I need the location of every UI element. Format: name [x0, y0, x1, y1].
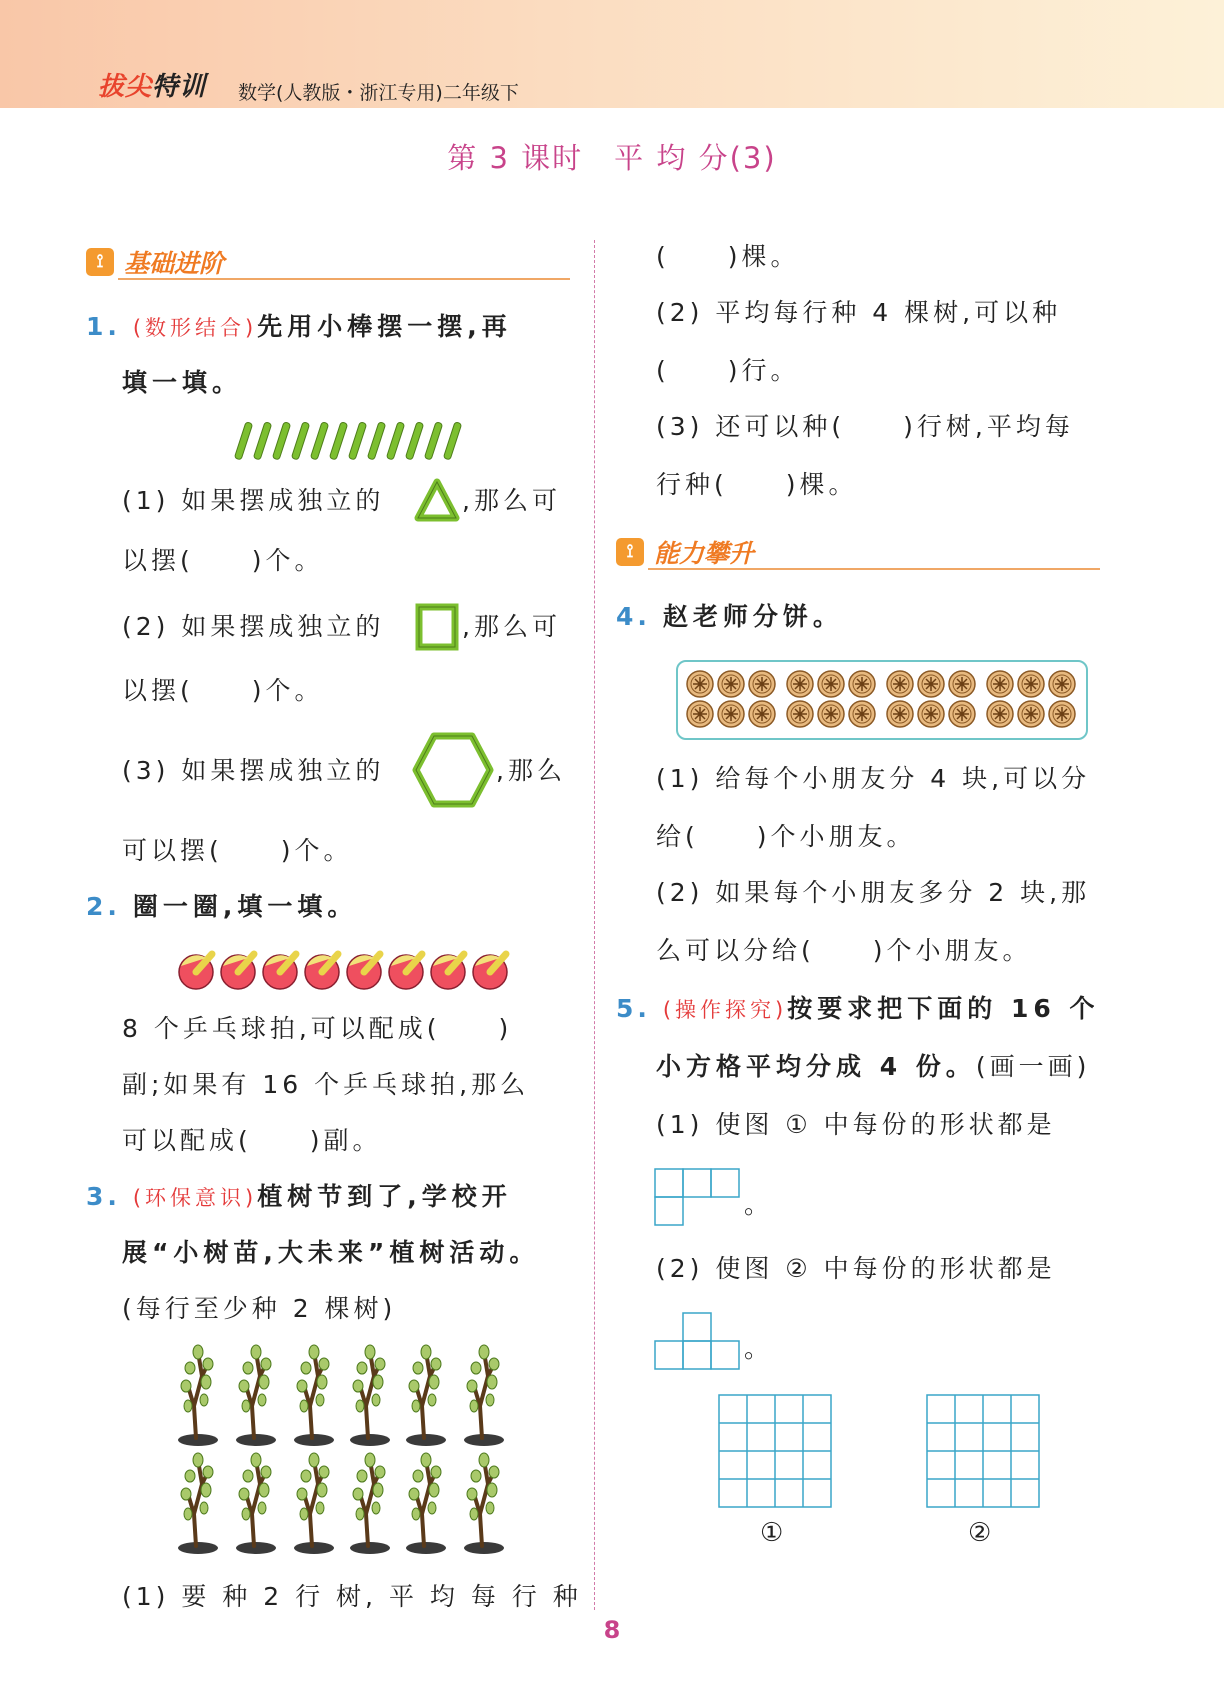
q5-heading-cont: 小方格平均分成 4 份。(画一画) [656, 1052, 1091, 1081]
q3-part1-b: ( )棵。 [656, 242, 800, 271]
q2-line2: 副;如果有 16 个乒乓球拍,那么 [122, 1070, 530, 1099]
grid-1-label: ① [760, 1518, 784, 1548]
paddles-figure [176, 946, 516, 992]
triangle-sticks-icon [414, 478, 460, 522]
q1-part2-b: ,那么可 [462, 612, 561, 641]
q3-part3-a: (3) 还可以种( )行树,平均每 [656, 412, 1074, 441]
q4-part2-a: (2) 如果每个小朋友多分 2 块,那 [656, 878, 1091, 907]
q1-heading-cont: 填一填。 [122, 368, 243, 397]
q5-part1-end: 。 [744, 1190, 774, 1219]
q3-condition: (每行至少种 2 棵树) [122, 1294, 397, 1323]
q3-part1-a: (1) 要 种 2 行 树, 平 均 每 行 种 [122, 1582, 582, 1611]
q1-part3-c: 可以摆( )个。 [122, 836, 353, 865]
section-title-basic: 基础进阶 [124, 249, 225, 278]
hexagon-sticks-icon [412, 730, 494, 810]
q2-line3: 可以配成( )副。 [122, 1126, 382, 1155]
page-number: 8 [603, 1616, 621, 1644]
q4-heading: 4. 赵老师分饼。 [616, 602, 843, 631]
climber-icon: ⟟ [616, 538, 644, 566]
square-sticks-icon [414, 602, 460, 652]
q4-part1-b: 给( )个小朋友。 [656, 822, 916, 851]
q3-heading-cont: 展“小树苗,大未来”植树活动。 [122, 1238, 540, 1267]
q1-part1-b: ,那么可 [462, 486, 561, 515]
q1-part2-c: 以摆( )个。 [122, 676, 324, 705]
runner-icon: ⟟ [86, 248, 114, 276]
q3-heading: 3. (环保意识)植树节到了,学校开 [86, 1182, 512, 1211]
section-underline [118, 278, 570, 280]
book-subject: 数学(人教版・浙江专用)二年级下 [238, 82, 519, 104]
cookies-figure [686, 668, 1078, 730]
t-shape-figure [654, 1312, 742, 1372]
q3-part2-b: ( )行。 [656, 356, 800, 385]
l-shape-figure [654, 1168, 742, 1228]
q1-part2-a: (2) 如果摆成独立的 [122, 612, 385, 641]
section-title-advanced: 能力攀升 [654, 539, 755, 568]
section-basic [86, 244, 570, 284]
q1-heading: 1. (数形结合)先用小棒摆一摆,再 [86, 312, 512, 341]
grid-1[interactable] [718, 1394, 834, 1510]
section-underline [648, 568, 1100, 570]
q5-part2-end: 。 [744, 1334, 774, 1363]
q5-part1: (1) 使图 ① 中每份的形状都是 [656, 1110, 1056, 1139]
q4-part1-a: (1) 给每个小朋友分 4 块,可以分 [656, 764, 1091, 793]
q3-part3-b: 行种( )棵。 [656, 470, 858, 499]
brand-logo: 拔尖特训 [98, 72, 207, 102]
page-title: 第 3 课时 平 均 分(3) [447, 141, 777, 175]
q1-part3-b: ,那么 [496, 756, 566, 785]
q1-part1-a: (1) 如果摆成独立的 [122, 486, 385, 515]
q3-part2-a: (2) 平均每行种 4 棵树,可以种 [656, 298, 1062, 327]
grid-2-label: ② [968, 1518, 992, 1548]
q1-part1-c: 以摆( )个。 [122, 546, 324, 575]
trees-figure [178, 1346, 518, 1556]
section-advanced [616, 534, 1100, 574]
q1-part3-a: (3) 如果摆成独立的 [122, 756, 385, 785]
q2-heading: 2. 圈一圈,填一填。 [86, 892, 358, 921]
column-divider [594, 240, 595, 1610]
q5-heading: 5. (操作探究)按要求把下面的 16 个 [616, 994, 1100, 1023]
q4-part2-b: 么可以分给( )个小朋友。 [656, 936, 1032, 965]
q5-part2: (2) 使图 ② 中每份的形状都是 [656, 1254, 1056, 1283]
q2-line1: 8 个乒乓球拍,可以配成( ) [122, 1014, 513, 1043]
grid-2[interactable] [926, 1394, 1042, 1510]
sticks-figure [234, 420, 456, 462]
